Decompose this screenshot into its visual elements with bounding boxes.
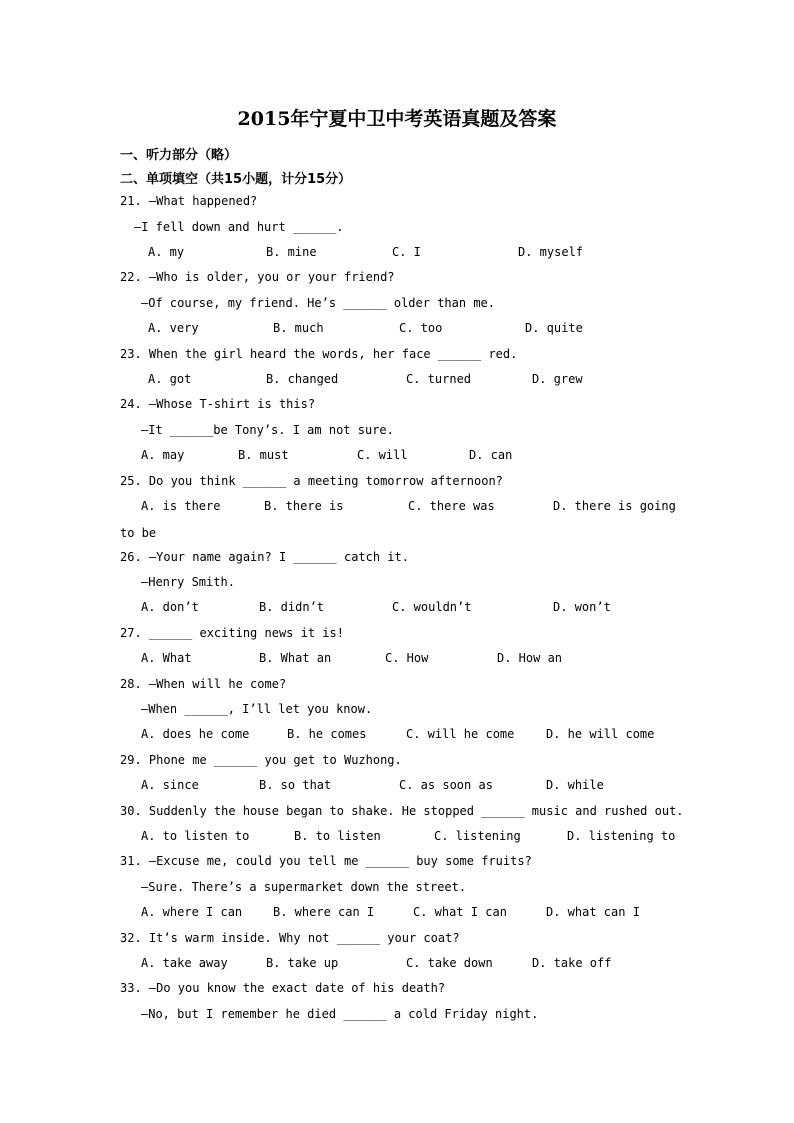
question-31-option-a: A. where I can [141, 905, 243, 919]
question-22-option-d: D. quite [525, 321, 583, 335]
section-heading-single-choice: 二、单项填空（共15小题，计分15分） [120, 172, 352, 187]
question-31-line-2: —Sure. There’s a supermarket down the street. [141, 880, 467, 894]
question-24-stem: 24. —Whose T-shirt is this? [120, 397, 316, 411]
question-26-option-d: D. won’t [553, 600, 611, 614]
question-23-stem: 23. When the girl heard the words, her face ______ red. [120, 347, 518, 361]
question-21-option-d: D. myself [518, 245, 584, 259]
question-23-option-d: D. grew [532, 372, 583, 386]
question-30-option-c: C. listening [434, 829, 521, 843]
question-29-option-a: A. since [141, 778, 199, 792]
question-30-option-d: D. listening to [567, 829, 676, 843]
question-22-line-2: —Of course, my friend. He’s ______ older than me. [141, 296, 496, 310]
question-28-stem: 28. —When will he come? [120, 677, 287, 691]
question-25-option-d-continuation: to be [120, 526, 157, 540]
question-31-option-d: D. what can I [546, 905, 640, 919]
question-23-option-c: C. turned [406, 372, 472, 386]
question-22-option-b: B. much [273, 321, 324, 335]
question-21-option-c: C. I [392, 245, 421, 259]
question-23-option-a: A. got [148, 372, 192, 386]
question-32-option-c: C. take down [406, 956, 493, 970]
question-26-option-a: A. don’t [141, 600, 199, 614]
question-32-option-a: A. take away [141, 956, 228, 970]
question-21-stem: 21. —What happened? [120, 194, 258, 208]
question-27-option-b: B. What an [259, 651, 332, 665]
question-22-stem: 22. —Who is older, you or your friend? [120, 270, 395, 284]
question-21-line-2: —I fell down and hurt ______. [134, 220, 344, 234]
question-32-option-d: D. take off [532, 956, 612, 970]
question-27-stem: 27. ______ exciting news it is! [120, 626, 344, 640]
question-26-option-c: C. wouldn’t [392, 600, 472, 614]
question-23-option-b: B. changed [266, 372, 339, 386]
question-29-option-b: B. so that [259, 778, 332, 792]
question-28-option-c: C. will he come [406, 727, 515, 741]
question-30-option-b: B. to listen [294, 829, 381, 843]
question-25-stem: 25. Do you think ______ a meeting tomorrow afternoon? [120, 474, 503, 488]
section-heading-listening: 一、听力部分（略） [120, 148, 238, 163]
document-title: 2015年宁夏中卫中考英语真题及答案 [237, 108, 557, 130]
question-29-stem: 29. Phone me ______ you get to Wuzhong. [120, 753, 402, 767]
question-31-option-b: B. where can I [273, 905, 375, 919]
question-27-option-d: D. How an [497, 651, 563, 665]
question-24-option-a: A. may [141, 448, 185, 462]
question-21-option-b: B. mine [266, 245, 317, 259]
question-28-option-b: B. he comes [287, 727, 367, 741]
question-24-line-2: —It ______be Tony’s. I am not sure. [141, 423, 394, 437]
question-26-stem: 26. —Your name again? I ______ catch it. [120, 550, 409, 564]
question-27-option-a: A. What [141, 651, 192, 665]
question-25-option-b: B. there is [264, 499, 344, 513]
question-24-option-d: D. can [469, 448, 513, 462]
question-33-stem: 33. —Do you know the exact date of his death? [120, 981, 446, 995]
question-25-option-d: D. there is going [553, 499, 676, 513]
question-27-option-c: C. How [385, 651, 429, 665]
question-24-option-c: C. will [357, 448, 408, 462]
question-29-option-d: D. while [546, 778, 604, 792]
question-24-option-b: B. must [238, 448, 289, 462]
question-33-line-2: —No, but I remember he died ______ a cold Friday night. [141, 1007, 539, 1021]
question-30-stem: 30. Suddenly the house began to shake. He stopped ______ music and rushed out. [120, 804, 684, 818]
question-25-option-c: C. there was [408, 499, 495, 513]
question-32-stem: 32. It’s warm inside. Why not ______ your coat? [120, 931, 460, 945]
question-22-option-c: C. too [399, 321, 443, 335]
question-26-option-b: B. didn’t [259, 600, 325, 614]
question-28-option-a: A. does he come [141, 727, 250, 741]
question-26-line-2: —Henry Smith. [141, 575, 235, 589]
question-28-option-d: D. he will come [546, 727, 655, 741]
question-31-stem: 31. —Excuse me, could you tell me ______ buy some fruits? [120, 854, 532, 868]
question-32-option-b: B. take up [266, 956, 339, 970]
question-25-option-a: A. is there [141, 499, 221, 513]
question-29-option-c: C. as soon as [399, 778, 493, 792]
question-21-option-a: A. my [148, 245, 185, 259]
question-22-option-a: A. very [148, 321, 199, 335]
question-30-option-a: A. to listen to [141, 829, 250, 843]
question-28-line-2: —When ______, I’ll let you know. [141, 702, 373, 716]
question-31-option-c: C. what I can [413, 905, 507, 919]
